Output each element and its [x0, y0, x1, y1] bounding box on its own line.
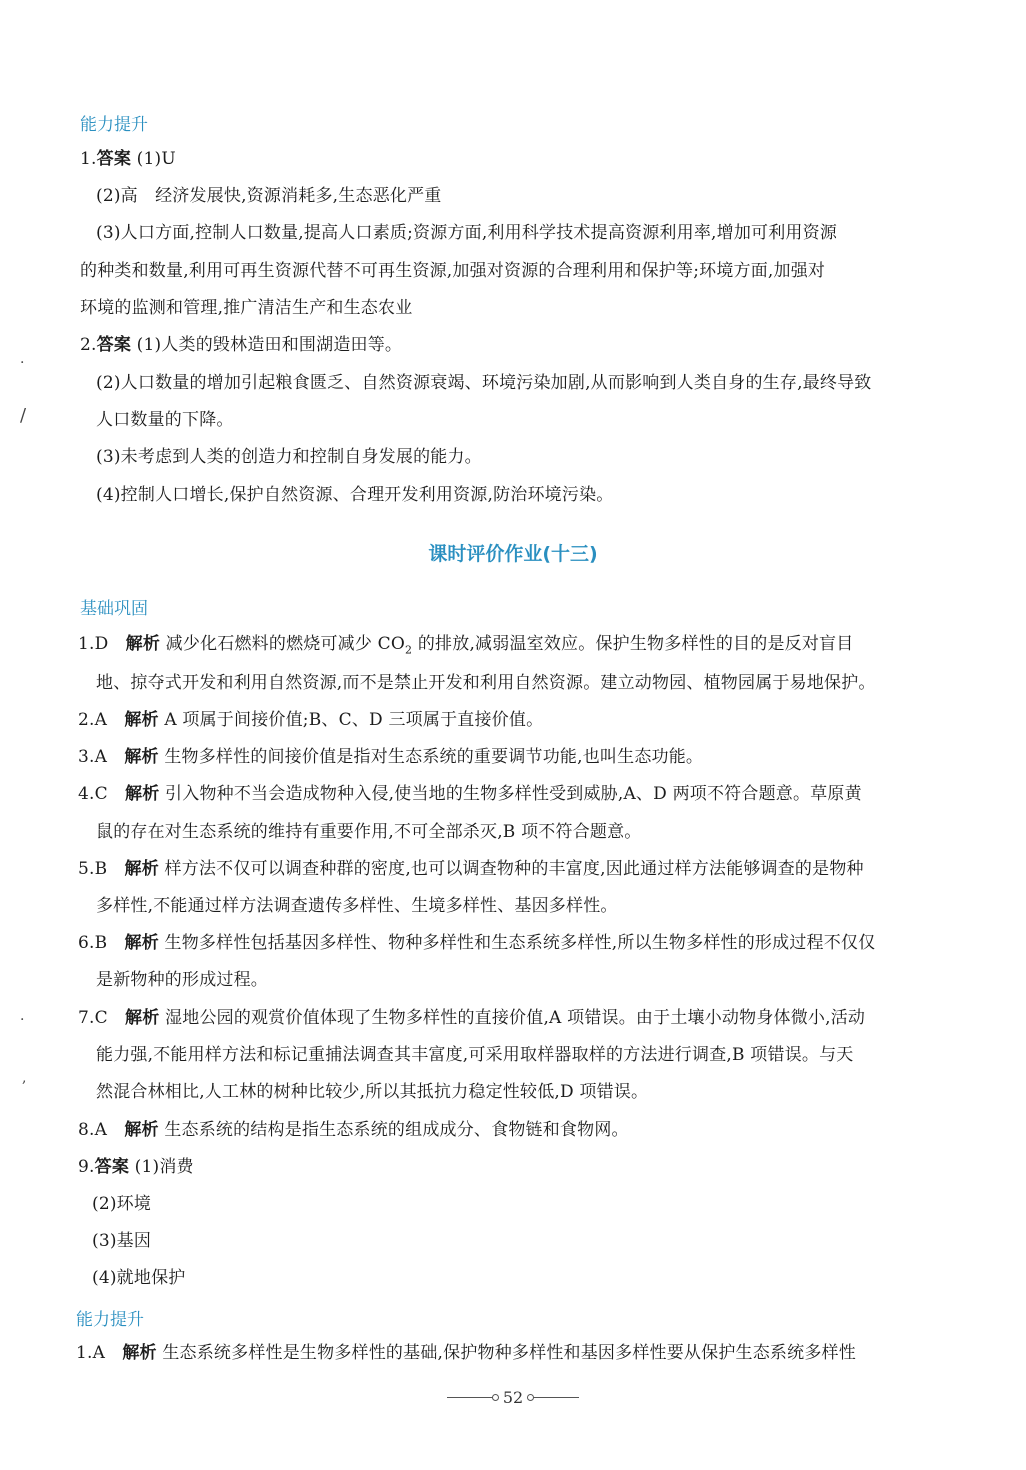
item-head: 4.C [78, 784, 108, 804]
analysis-line [78, 746, 703, 768]
answer-line [80, 148, 176, 170]
question-number: 9. [78, 1157, 95, 1177]
question-number: 1. [80, 149, 97, 169]
answer-text: (1)人类的毁林造田和围湖造田等。 [136, 335, 403, 355]
analysis-line: 能力强,不能用样方法和标记重捕法调查其丰富度,可采用取样器取样的方法进行调查,B 项错误。与天 [96, 1045, 854, 1065]
answer-line: (4)控制人口增长,保护自然资源、合理开发利用资源,防治环境污染。 [96, 485, 614, 505]
analysis-text: 引入物种不当会造成物种入侵,使当地的生物多样性受到威胁,A、D 两项不符合题意。草原黄 [165, 784, 862, 804]
analysis-line [78, 1119, 629, 1141]
analysis-label: 解析 [124, 933, 159, 953]
answer-label: 答案 [94, 1157, 130, 1177]
analysis-line: 多样性,不能通过样方法调查遗传多样性、生境多样性、基因多样性。 [96, 896, 618, 916]
analysis-line [78, 858, 864, 880]
analysis-text: 生物多样性的间接价值是指对生态系统的重要调节功能,也叫生态功能。 [164, 747, 704, 767]
footer-rule-right [531, 1397, 579, 1398]
item-head: 1.A [76, 1343, 106, 1363]
subscript: 2 [405, 643, 413, 657]
item-head: 8.A [78, 1120, 108, 1140]
answer-line: (3)人口方面,控制人口数量,提高人口素质;资源方面,利用科学技术提高资源利用率,增加可利用资源 [96, 223, 838, 243]
question-number: 2. [80, 335, 97, 355]
answer-line [78, 1156, 194, 1178]
answer-label: 答案 [96, 149, 132, 169]
analysis-line [78, 932, 875, 954]
analysis-text: 生态系统的结构是指生态系统的组成成分、食物链和食物网。 [164, 1120, 629, 1140]
analysis-text: 的排放,减弱温室效应。保护生物多样性的目的是反对盲目 [412, 634, 854, 654]
answer-line: 人口数量的下降。 [96, 410, 234, 430]
item-head: 7.C [78, 1008, 108, 1028]
answer-line: (3)未考虑到人类的创造力和控制自身发展的能力。 [96, 447, 482, 467]
analysis-line [78, 633, 853, 661]
scan-mark: / [20, 405, 27, 426]
analysis-text: 样方法不仅可以调查种群的密度,也可以调查物种的丰富度,因此通过样方法能够调查的是物种 [164, 859, 864, 879]
analysis-line: 地、掠夺式开发和利用自然资源,而不是禁止开发和利用自然资源。建立动物园、植物园属于易地保护。 [96, 673, 876, 693]
analysis-label: 解析 [125, 634, 161, 654]
analysis-label: 解析 [124, 710, 159, 730]
section-heading-basic: 基础巩固 [80, 599, 148, 619]
answer-line: 环境的监测和管理,推广清洁生产和生态农业 [80, 298, 413, 318]
page-number: 52 [502, 1388, 524, 1407]
scan-dot: · [20, 355, 25, 371]
answer-line: (4)就地保护 [92, 1268, 186, 1288]
analysis-text: 减少化石燃料的燃烧可减少 CO [165, 634, 406, 654]
analysis-line [76, 1342, 856, 1364]
analysis-label: 解析 [125, 1008, 160, 1028]
footer-rule-left [447, 1397, 495, 1398]
item-head: 6.B [78, 933, 108, 953]
analysis-label: 解析 [124, 859, 159, 879]
analysis-label: 解析 [124, 747, 159, 767]
analysis-text: A 项属于间接价值;B、C、D 三项属于直接价值。 [164, 710, 544, 730]
analysis-text: 生物多样性包括基因多样性、物种多样性和生态系统多样性,所以生物多样性的形成过程不仅仅 [164, 933, 876, 953]
item-head: 1.D [78, 634, 109, 654]
answer-label: 答案 [96, 335, 132, 355]
analysis-text: 湿地公园的观赏价值体现了生物多样性的直接价值,A 项错误。由于土壤小动物身体微小,活动 [165, 1008, 866, 1028]
item-head: 2.A [78, 710, 108, 730]
analysis-line: 鼠的存在对生态系统的维持有重要作用,不可全部杀灭,B 项不符合题意。 [96, 822, 642, 842]
analysis-label: 解析 [125, 784, 160, 804]
answer-line: 的种类和数量,利用可再生资源代替不可再生资源,加强对资源的合理利用和保护等;环境方面,加强对 [80, 261, 826, 281]
item-head: 3.A [78, 747, 108, 767]
item-head: 5.B [78, 859, 108, 879]
analysis-label: 解析 [124, 1120, 159, 1140]
section-heading-ability: 能力提升 [80, 115, 148, 135]
analysis-text: 生态系统多样性是生物多样性的基础,保护物种多样性和基因多样性要从保护生态系统多样性 [162, 1343, 856, 1363]
analysis-line [78, 1007, 865, 1029]
answer-line [80, 334, 402, 356]
page-title: 课时评价作业(十三) [428, 543, 598, 565]
answer-line: (2)人口数量的增加引起粮食匮乏、自然资源衰竭、环境污染加剧,从而影响到人类自身的生存,最终导致 [96, 373, 872, 393]
answer-text: (1)U [136, 149, 176, 169]
analysis-line [78, 709, 543, 731]
section-heading-ability: 能力提升 [76, 1310, 144, 1330]
answer-line: (2)高 经济发展快,资源消耗多,生态恶化严重 [96, 186, 442, 206]
scan-dot: · [20, 1012, 25, 1028]
analysis-line: 然混合林相比,人工林的树种比较少,所以其抵抗力稳定性较低,D 项错误。 [96, 1082, 649, 1102]
answer-line: (3)基因 [92, 1231, 152, 1251]
answer-text: (1)消费 [134, 1157, 194, 1177]
scan-mark: , [22, 1070, 27, 1086]
analysis-line [78, 783, 862, 805]
page-footer [0, 1388, 1026, 1407]
analysis-line: 是新物种的形成过程。 [96, 970, 268, 990]
answer-line: (2)环境 [92, 1194, 152, 1214]
analysis-label: 解析 [122, 1343, 157, 1363]
